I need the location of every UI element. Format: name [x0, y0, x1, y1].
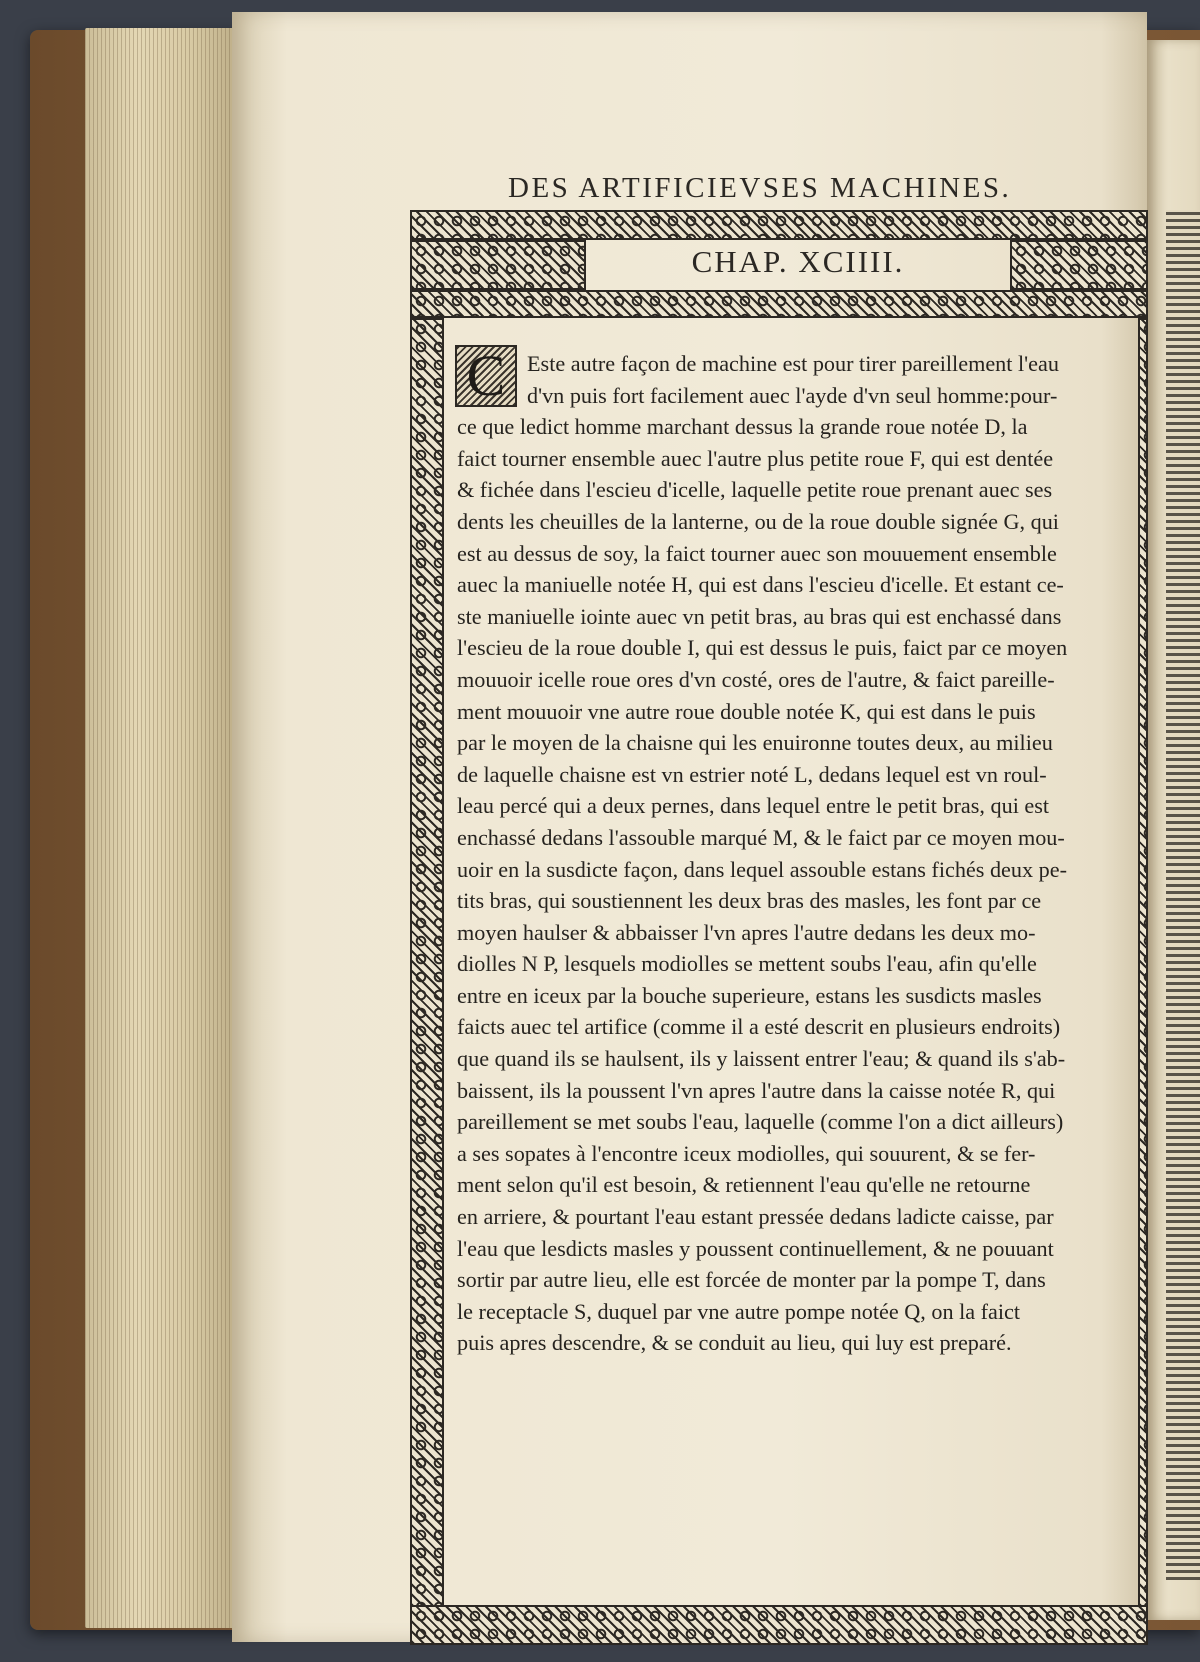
text-line: est au dessus de soy, la faict tourner auec son mouuement ensemble — [457, 540, 1057, 566]
text-line: le receptacle S, duquel par vne autre pompe notée Q, on la faict — [457, 1298, 1021, 1324]
text-line: dents les cheuilles de la lanterne, ou de la roue double signée G, qui — [457, 508, 1059, 534]
text-line: a ses sopates à l'encontre iceux modiolles, qui souurent, & se fer- — [457, 1140, 1036, 1166]
text-line: enchassé dedans l'assouble marqué M, & le faict par ce moyen mou- — [457, 824, 1065, 850]
text-line: tits bras, qui soustiennent les deux bras des masles, les font par ce — [457, 888, 1042, 914]
text-line: moyen haulser & abbaisser l'vn apres l'autre dedans les deux mo- — [457, 919, 1036, 945]
ornament-under-header — [410, 290, 1148, 318]
text-line: Este autre façon de machine est pour tirer pareillement l'eau — [527, 351, 1059, 376]
ornament-top-band — [410, 210, 1148, 240]
text-line: pareillement se met soubs l'eau, laquelle (comme l'on a dict ailleurs) — [457, 1109, 1064, 1135]
text-line: faicts auec tel artifice (comme il a esté descrit en plusieurs endroits) — [457, 1014, 1061, 1040]
ornament-right-border — [1138, 318, 1148, 1618]
text-line: l'eau que lesdicts masles y poussent continuellement, & ne pouuant — [457, 1235, 1054, 1261]
text-line: puis apres descendre, & se conduit au lieu, qui luy est preparé. — [457, 1330, 1012, 1356]
next-page-ornament — [1166, 210, 1200, 1580]
text-line: auec la maniuelle notée H, qui est dans l'escieu d'icelle. Et estant ce- — [457, 572, 1064, 598]
text-line: de laquelle chaisne est vn estrier noté L, dedans lequel est vn roul- — [457, 761, 1047, 787]
text-line: uoir en la susdicte façon, dans lequel assouble estans fichés deux pe- — [457, 856, 1067, 882]
chapter-title: CHAP. XCIIII. — [691, 244, 905, 279]
text-line: leau percé qui a deux pernes, dans lequel entre le petit bras, qui est — [457, 793, 1050, 819]
text-line: faict tourner ensemble auec l'autre plus petite roue F, qui est dentée — [457, 445, 1054, 471]
running-head: DES ARTIFICIEVSES MACHINES. — [508, 172, 1012, 204]
text-line: ste maniuelle iointe auec vn petit bras, au bras qui est enchassé dans — [457, 603, 1062, 629]
body-text — [457, 348, 1137, 1359]
text-line: entre en iceux par la bouche superieure, estans les susdicts masles — [457, 982, 1042, 1008]
text-line: ment mouuoir vne autre roue double notée K, qui est dans le puis — [457, 698, 1036, 724]
page-edges — [85, 28, 235, 1628]
text-line: & fichée dans l'escieu d'icelle, laquelle petite roue prenant auec ses — [457, 477, 1053, 503]
text-line: en arriere, & pourtant l'eau estant pressée dedans ladicte caisse, par — [457, 1204, 1054, 1230]
text-line: d'vn puis fort facilement auec l'ayde d'vn seul homme:pour- — [527, 382, 1058, 408]
drop-cap: C — [455, 345, 517, 407]
ornament-bottom-band — [410, 1605, 1148, 1645]
text-line: sortir par autre lieu, elle est forcée de monter par la pompe T, dans — [457, 1267, 1046, 1293]
ornament-header-right — [1010, 240, 1148, 290]
text-line: l'escieu de la roue double I, qui est dessus le puis, faict par ce moyen — [457, 635, 1068, 661]
text-line: que quand ils se haulsent, ils y laissent entrer l'eau; & quand ils s'ab- — [457, 1046, 1066, 1072]
ornament-left-border — [410, 318, 444, 1618]
text-line: baissent, ils la poussent l'vn apres l'autre dans la caisse notée R, qui — [457, 1077, 1056, 1103]
text-line: ce que ledict homme marchant dessus la grande roue notée D, la — [457, 414, 1028, 440]
text-line: ment selon qu'il est besoin, & retiennent l'eau qu'elle ne retourne — [457, 1172, 1031, 1198]
text-line: par le moyen de la chaisne qui les enuironne toutes deux, au milieu — [457, 730, 1053, 756]
text-line: diolles N P, lesquels modiolles se mettent soubs l'eau, afin qu'elle — [457, 951, 1037, 977]
text-line: mouuoir icelle roue ores d'vn costé, ores de l'autre, & faict pareille- — [457, 666, 1055, 692]
ornament-header-left — [410, 240, 586, 290]
